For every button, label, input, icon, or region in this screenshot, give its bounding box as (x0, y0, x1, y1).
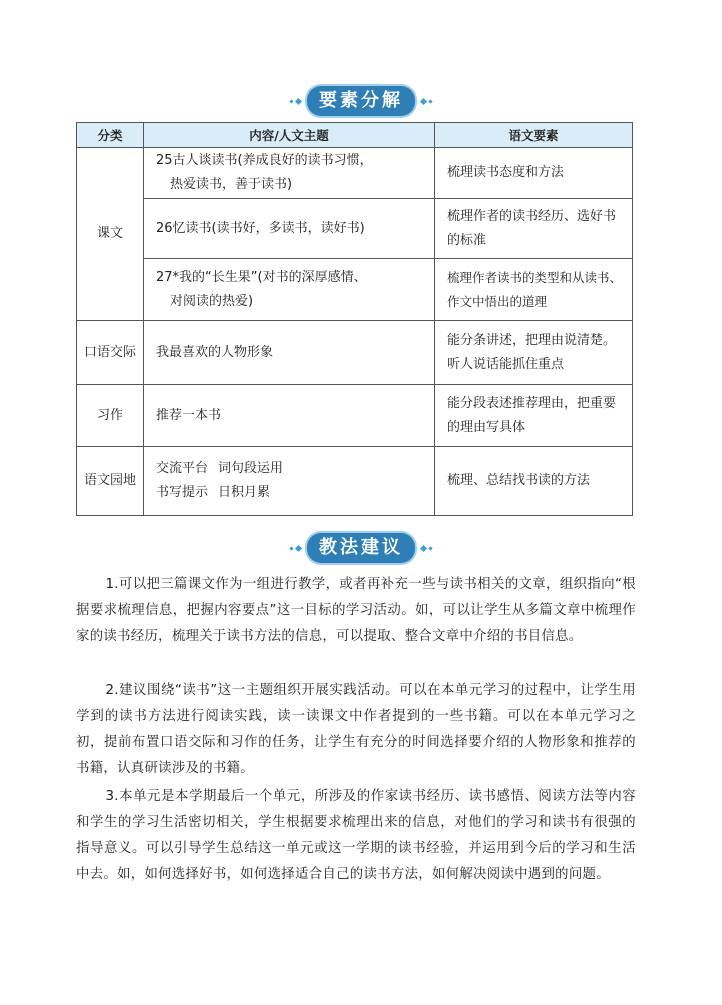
category-garden: 语文园地 (77, 447, 144, 516)
paragraph-1: 1.可以把三篇课文作为一组进行教学，或者再补充一些与读书相关的文章，组织指向“根据要求梳理信息，把握内容要点”这一目标的学习活动。如，可以让学生从多篇文章中梳理作家的读书经历，梳理关于读书方法的信息，可以提取、整合文章中介绍的书目信息。 (76, 577, 636, 644)
category-oral: 口语交际 (77, 321, 144, 385)
decor-dots-right (421, 546, 432, 551)
requirement-cell (435, 148, 633, 199)
topic-line: 26忆读书(读书好，多读书，读好书) (156, 220, 365, 236)
elements-table (76, 122, 633, 516)
topic-cell (144, 259, 435, 321)
decor-dots-left (290, 99, 301, 104)
requirement-cell: 梳理、总结找书读的方法 (435, 447, 633, 516)
topic-pair (156, 457, 433, 481)
requirement-line: 梳理作者读书的类型和从读书、 (447, 269, 623, 285)
topic-line: 对阅读的热爱) (170, 293, 254, 309)
topic-line: 热爱读书，善于读书) (170, 177, 293, 192)
requirement-line: 能分条讲述，把理由说清楚。 (447, 332, 617, 348)
requirement-line: 的理由写具体 (447, 419, 526, 435)
requirement-line: 的标准 (447, 232, 487, 248)
requirement-line: 梳理作者的读书经历、选好书 (447, 208, 617, 224)
requirement-line: 能分段表述推荐理由，把重要 (447, 395, 617, 411)
section-banner-elements (284, 86, 438, 116)
requirement-cell (435, 321, 633, 385)
table-row (77, 321, 633, 385)
header-category: 分类 (77, 123, 144, 148)
paragraph-3: 3.本单元是本学期最后一个单元，所涉及的作家读书经历、读书感悟、阅读方法等内容和学生的学习生活密切相关，学生根据要求梳理出来的信息，对他们的学习和读书有很强的指导意义。可以引导学生总结这一单元或这一学期的读书经验，并运用到今后的学习和生活中去。如，如何选择好书，如何选择适合自己的读书方法，如何解决阅读中遇到的问题。 (76, 789, 636, 882)
table-row (77, 259, 633, 321)
requirement-cell (435, 259, 633, 321)
header-topic: 内容/人文主题 (144, 123, 435, 148)
requirement-line: 梳理读书态度和方法 (447, 165, 565, 180)
topic-pair (156, 481, 433, 505)
requirement-cell (435, 385, 633, 447)
requirement-line: 作文中悟出的道理 (447, 293, 548, 309)
table-row (77, 385, 633, 447)
topic-cell (144, 148, 435, 199)
table-row (77, 199, 633, 259)
table-row (77, 148, 633, 199)
topic-cell (144, 447, 435, 516)
header-requirement: 语文要素 (435, 123, 633, 148)
category-writing: 习作 (77, 385, 144, 447)
requirement-cell (435, 199, 633, 259)
topic-cell (144, 199, 435, 259)
table-row (77, 447, 633, 516)
topic-item: 词句段运用 (218, 461, 284, 476)
section-title-elements: 要素分解 (307, 86, 415, 116)
topic-line: 27*我的“长生果”(对书的深厚感情、 (156, 269, 367, 285)
decor-dots-right (421, 99, 432, 104)
topic-item: 交流平台 (156, 461, 209, 476)
topic-line: 25古人谈读书(养成良好的读书习惯， (156, 153, 373, 168)
table-header-row (77, 123, 633, 148)
paragraph-2: 2.建议围绕“读书”这一主题组织开展实践活动。可以在本单元学习的过程中，让学生用学到的读书方法进行阅读实践，读一读课文中作者提到的一些书籍。可以在本单元学习之初，提前布置口语交际和习作的任务，让学生有充分的时间选择要介绍的人物形象和推荐的书籍，认真研读涉及的书籍。 (76, 683, 636, 776)
requirement-line: 听人说话能抓住重点 (447, 356, 565, 372)
topic-cell: 推荐一本书 (144, 385, 435, 447)
section-title-teaching: 教法建议 (307, 533, 415, 563)
topic-item: 日积月累 (218, 485, 271, 500)
topic-item: 书写提示 (156, 485, 209, 500)
section-banner-teaching (284, 533, 438, 563)
decor-dots-left (290, 546, 301, 551)
topic-cell: 我最喜欢的人物形象 (144, 321, 435, 385)
category-lessons: 课文 (77, 148, 144, 321)
